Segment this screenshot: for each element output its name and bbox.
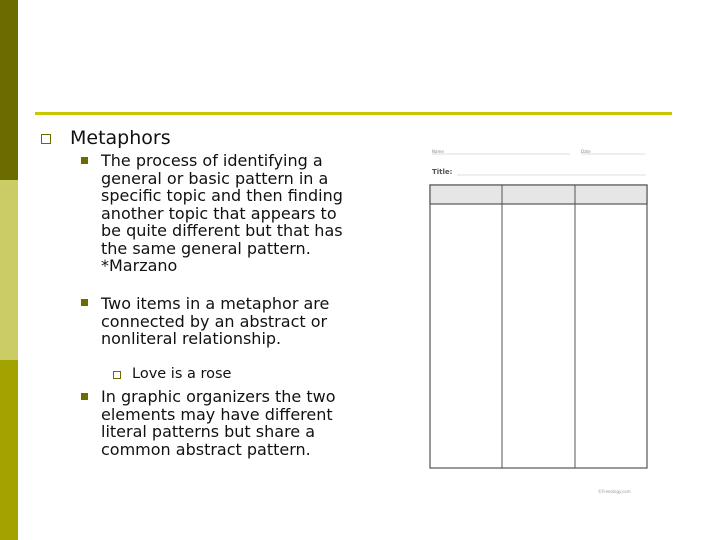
sidebar-stripe-top xyxy=(0,0,18,180)
sub-bullet-3: In graphic organizers the two elements may have different literal patterns but share a common abstract pattern. xyxy=(101,387,336,459)
sidebar-stripe-bottom xyxy=(0,360,18,540)
graphic-organizer-image xyxy=(420,145,655,500)
filled-square-bullet-icon xyxy=(81,299,88,306)
filled-square-bullet-icon xyxy=(81,393,88,400)
sub-bullet-1: The process of identifying a general or basic pattern in a specific topic and then finding another topic that appears to be quite different but that has the same general pattern. *Marzano xyxy=(101,151,343,275)
organizer-footer: ©Freeology.com xyxy=(598,489,631,494)
title-rule xyxy=(35,112,672,115)
sub-bullet-2: Two items in a metaphor are connected by an abstract or nonliteral relationship. xyxy=(101,294,330,348)
filled-square-bullet-icon xyxy=(81,157,88,164)
organizer-title-label: Title: xyxy=(432,168,453,176)
square-bullet-icon xyxy=(41,134,51,144)
sidebar-stripe-middle xyxy=(0,180,18,360)
organizer-date-label: Date xyxy=(581,149,591,154)
organizer-header-row xyxy=(430,185,647,204)
bullet-metaphors: Metaphors xyxy=(70,127,171,149)
sub-sub-bullet: Love is a rose xyxy=(132,366,232,382)
organizer-name-label: Name xyxy=(432,149,444,154)
organizer-frame xyxy=(430,185,647,468)
square-bullet-icon xyxy=(113,371,121,379)
